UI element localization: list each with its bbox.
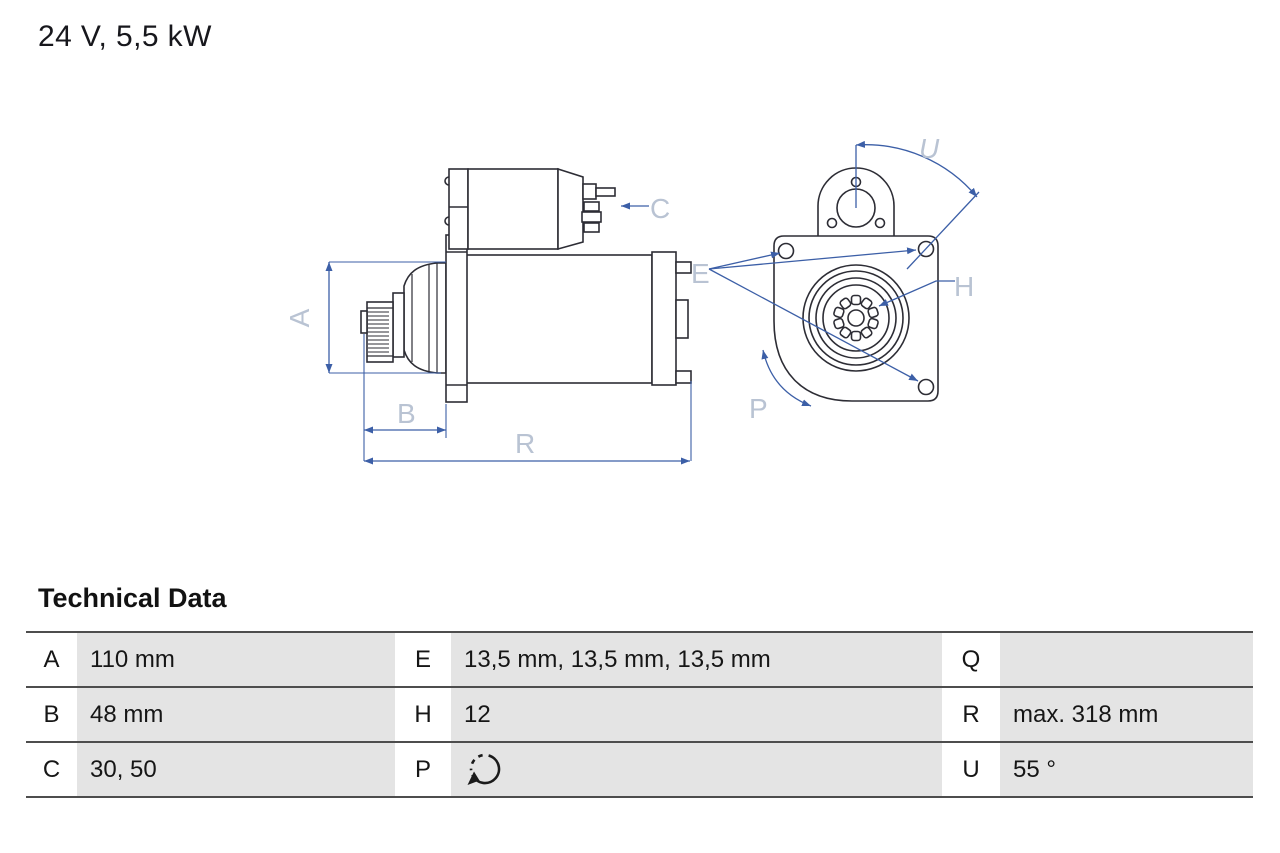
- page-title: 24 V, 5,5 kW: [38, 20, 212, 53]
- table-row: [26, 631, 1253, 686]
- param-key-c: C: [26, 743, 77, 796]
- param-key-e: E: [395, 633, 451, 686]
- dim-label-p: P: [749, 393, 768, 424]
- param-value-h: 12: [451, 688, 942, 741]
- rotation-direction-icon: [464, 748, 504, 792]
- param-value-e: 13,5 mm, 13,5 mm, 13,5 mm: [451, 633, 942, 686]
- dim-label-a: A: [284, 308, 315, 328]
- dim-label-c: C: [650, 193, 671, 224]
- param-key-r: R: [942, 688, 1000, 741]
- table-title: Technical Data: [38, 583, 227, 613]
- param-value-q: [1000, 633, 1253, 686]
- dim-label-r: R: [515, 428, 536, 459]
- technical-data-table: [26, 631, 1253, 798]
- dim-label-e: E: [691, 258, 710, 289]
- pinion-gear-front: [833, 296, 879, 341]
- param-key-p: P: [395, 743, 451, 796]
- param-value-a: 110 mm: [77, 633, 395, 686]
- param-key-u: U: [942, 743, 1000, 796]
- side-view: [361, 169, 691, 402]
- param-key-b: B: [26, 688, 77, 741]
- table-row: [26, 741, 1253, 796]
- dim-label-u: U: [919, 133, 940, 164]
- param-key-a: A: [26, 633, 77, 686]
- dim-label-b: B: [397, 398, 416, 429]
- param-key-h: H: [395, 688, 451, 741]
- param-value-c: 30, 50: [77, 743, 395, 796]
- dim-label-h: H: [954, 271, 975, 302]
- param-value-b: 48 mm: [77, 688, 395, 741]
- param-key-q: Q: [942, 633, 1000, 686]
- table-row: [26, 686, 1253, 741]
- param-value-u: 55 °: [1000, 743, 1253, 796]
- param-value-r: max. 318 mm: [1000, 688, 1253, 741]
- param-value-p: [451, 743, 942, 796]
